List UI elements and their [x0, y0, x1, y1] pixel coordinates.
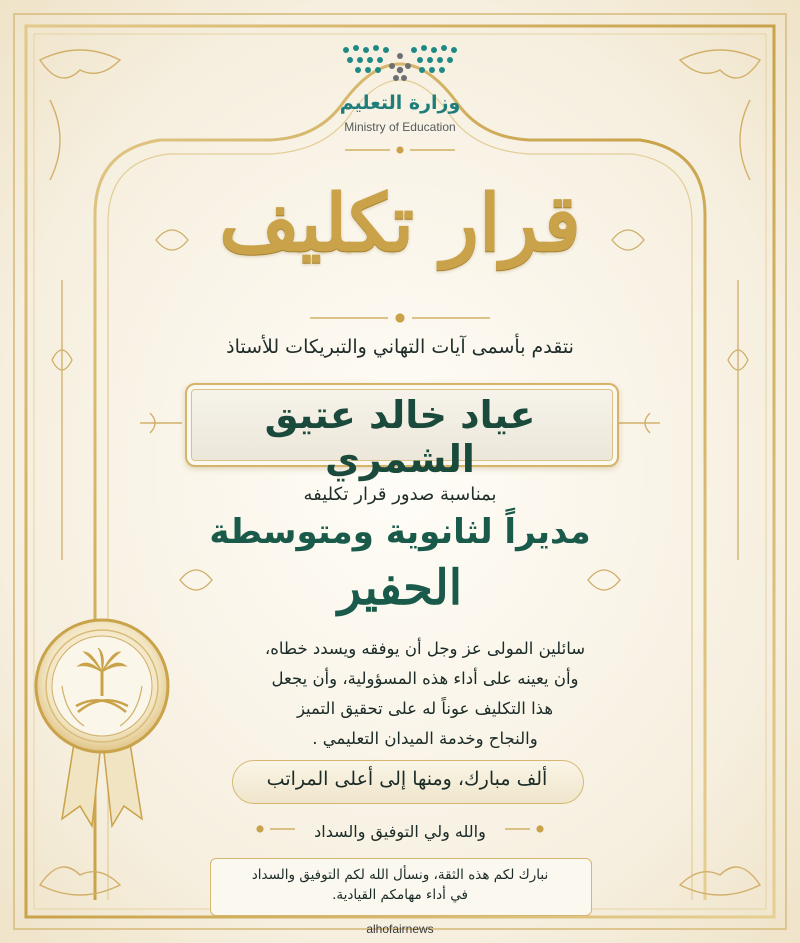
- footer-line: نبارك لكم هذه الثقة، ونسأل الله لكم التوفيق والسداد: [251, 867, 549, 883]
- closing-text: والله ولي التوفيق والسداد: [314, 822, 486, 841]
- position-text: مديراً لثانوية ومتوسطة: [209, 512, 591, 552]
- recipient-name: عياد خالد عتيق الشمري: [264, 393, 536, 481]
- ministry-logo: [330, 42, 470, 142]
- prayer-line: سائلين المولى عز وجل أن يوفقه ويسدد خطاه،: [264, 639, 586, 658]
- school-name: الحفير: [337, 560, 463, 616]
- ministry-name-arabic: وزارة التعليم: [339, 92, 461, 114]
- intro-text: نتقدم بأسمى آيات التهاني والتبريكات للأستاذ: [226, 336, 574, 358]
- ministry-logo-dots-icon: [330, 42, 470, 86]
- prayer-line: وأن يعينه على أداء هذه المسؤولية، وأن يجعل: [271, 669, 579, 688]
- saudi-emblem-palm-swords-icon: [32, 614, 172, 834]
- ministry-name-english: Ministry of Education: [344, 120, 456, 134]
- watermark-text: alhofairnews: [366, 922, 434, 936]
- prayer-paragraph: [225, 634, 625, 754]
- certificate-title: قرار تكليف: [219, 178, 581, 269]
- footer-line: في أداء مهامكم القيادية.: [332, 887, 468, 903]
- footer-text: [210, 865, 590, 905]
- prayer-line: والنجاح وخدمة الميدان التعليمي .: [312, 729, 538, 748]
- occasion-text: بمناسبة صدور قرار تكليفه: [303, 484, 497, 505]
- prayer-line: هذا التكليف عوناً له على تحقيق التميز: [296, 699, 554, 718]
- congrats-text: ألف مبارك، ومنها إلى أعلى المراتب: [266, 768, 548, 790]
